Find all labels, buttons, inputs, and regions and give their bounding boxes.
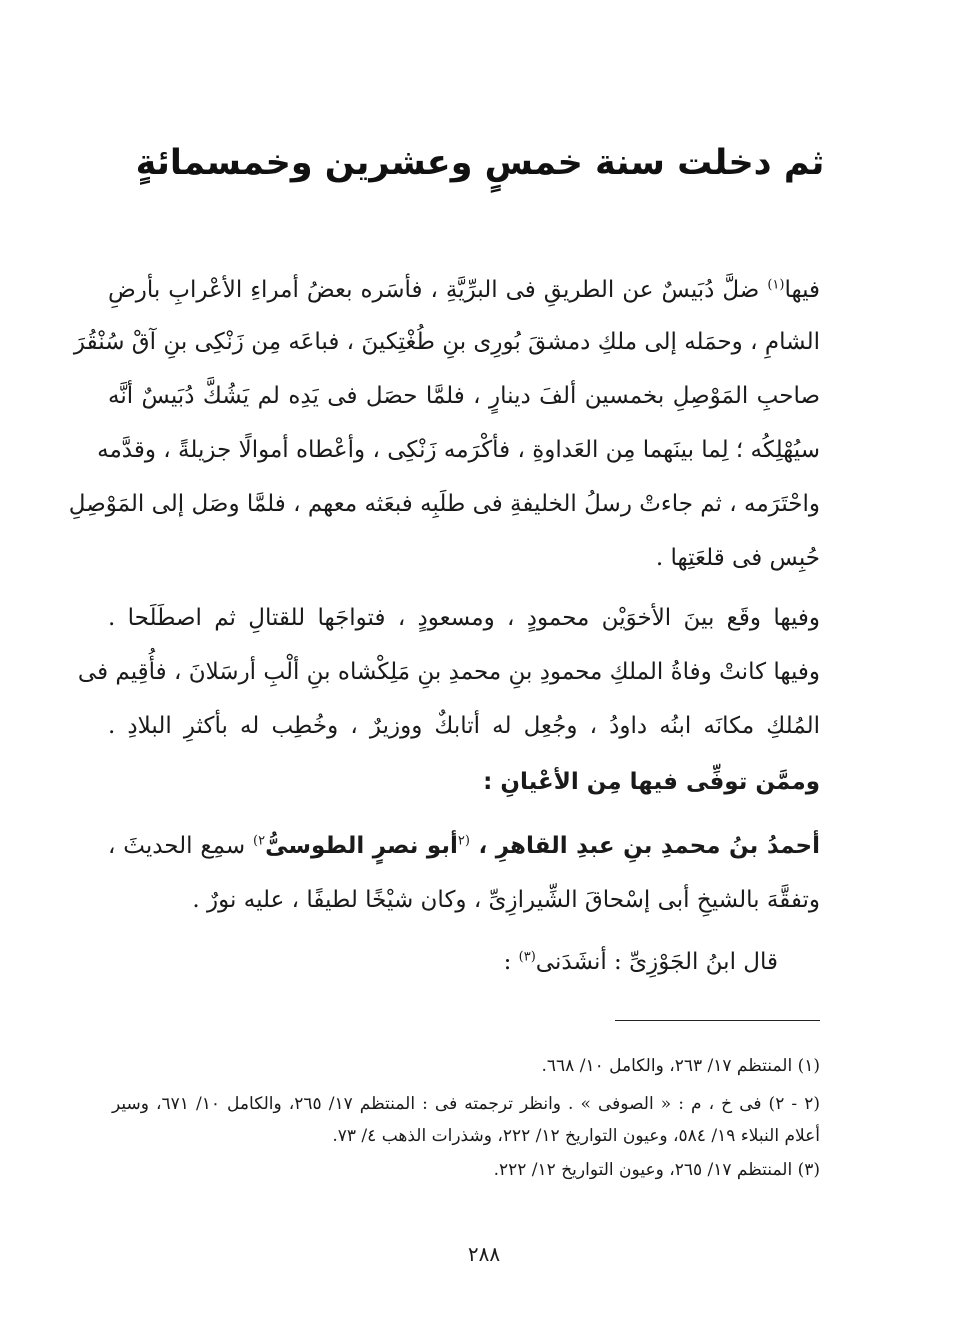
paragraph-line <box>108 270 820 310</box>
entry-kunya: أبو نصرٍ الطوسىُّ <box>265 833 458 859</box>
paragraph-line: حُبِس فى قلعَتِها . <box>655 545 820 571</box>
chapter-heading: ثم دخلت سنة خمسٍ وعشرين وخمسمائةٍ <box>135 143 825 183</box>
line-text: فيها <box>784 277 820 303</box>
footnote-marker: (١) <box>767 277 785 293</box>
paragraph-line: واحْتَرَمه ، ثم جاءتْ رسلُ الخليفةِ فى طلَبِه فبعَثه معهم ، فلمَّا وصَل إلى المَوْصِلِ <box>68 491 820 517</box>
page-number: ٢٨٨ <box>467 1242 501 1266</box>
entry-line <box>108 826 820 866</box>
footnote-marker: (٣) <box>518 949 536 965</box>
entry-line: وتفقَّهَ بالشيخِ أبى إسْحاقَ الشِّيرازِىِّ ، وكان شيْخًا لطيفًا ، عليه نورٌ . <box>192 887 820 913</box>
footnote: (٢ - ٢) فى خ ، م : « الصوفى » . وانظر ترجمته فى : المنتظم ١٧/ ٢٦٥، والكامل ١٠/ ٦٧١، وسير <box>112 1094 820 1114</box>
footnote: (٣) المنتظم ١٧/ ٢٦٥، وعيون التواريخ ١٢/ ٢٢٢. <box>493 1160 820 1180</box>
footnote: (١) المنتظم ١٧/ ٢٦٣، والكامل ١٠/ ٦٦٨. <box>541 1056 820 1076</box>
paragraph-line: المُلكِ مكانَه ابنُه داودُ ، وجُعِل له أتابكٌ ووزيرٌ ، وخُطِب له بأكثرِ البلادِ . <box>108 713 820 739</box>
paragraph-line: سيُهْلِكُه ؛ لِما بينَهما مِن العَداوةِ ، فأكْرَمه زَنْكِى ، وأعْطاه أموالًا جزيلةً ، وقدَّمه <box>97 437 820 463</box>
paragraph-line: صاحبِ المَوْصِلِ بخمسين ألفَ دينارٍ ، فلمَّا حصَل فى يَدِه لم يَشُكَّ دُبَيسٌ أنَّه <box>108 383 820 409</box>
paragraph-line: الشامِ ، وحمَله إلى ملكِ دمشقَ بُورِى بنِ طُغْتِكينَ ، فباعَه مِن زَنْكِى بنِ آقْ سُنْقُرَ <box>73 329 820 355</box>
line-text: ضلَّ دُبَيسٌ عن الطريقِ فى البرِّيَّةِ ، فأسَره بعضُ أمراءِ الأعْرابِ بأرضِ <box>108 277 768 303</box>
paragraph-line: وفيها وقَع بينَ الأخوَيْن محمودٍ ، ومسعودٍ ، فتواجَها للقتالِ ثم اصطَلَحا . <box>108 605 820 631</box>
entry-line <box>504 942 778 982</box>
footnote-divider <box>615 1020 820 1021</box>
entry-name: أحمدُ بنُ محمدِ بنِ عبدِ القاهرِ ، <box>469 833 820 859</box>
section-heading: وممَّن توفِّى فيها مِن الأعْيانِ : <box>483 769 820 795</box>
footnote-continuation: أعلام النبلاء ١٩/ ٥٨٤، وعيون التواريخ ١٢/ ٢٢٢، وشذرات الذهب ٤/ ٧٣. <box>332 1126 820 1146</box>
footnote-marker: ٢) <box>253 833 266 849</box>
line-text: قال ابنُ الجَوْزِىِّ : أنشَدَنى <box>535 949 778 975</box>
line-text: : <box>503 949 519 975</box>
paragraph-line: وفيها كانتْ وفاةُ الملكِ محمودِ بنِ محمدِ بنِ مَلِكْشاه بنِ ألْبِ أرسَلانَ ، فأُقِيم فى <box>77 659 820 685</box>
footnote-marker: (٢ <box>457 833 470 849</box>
line-text: سمِع الحديثَ ، <box>108 833 253 859</box>
